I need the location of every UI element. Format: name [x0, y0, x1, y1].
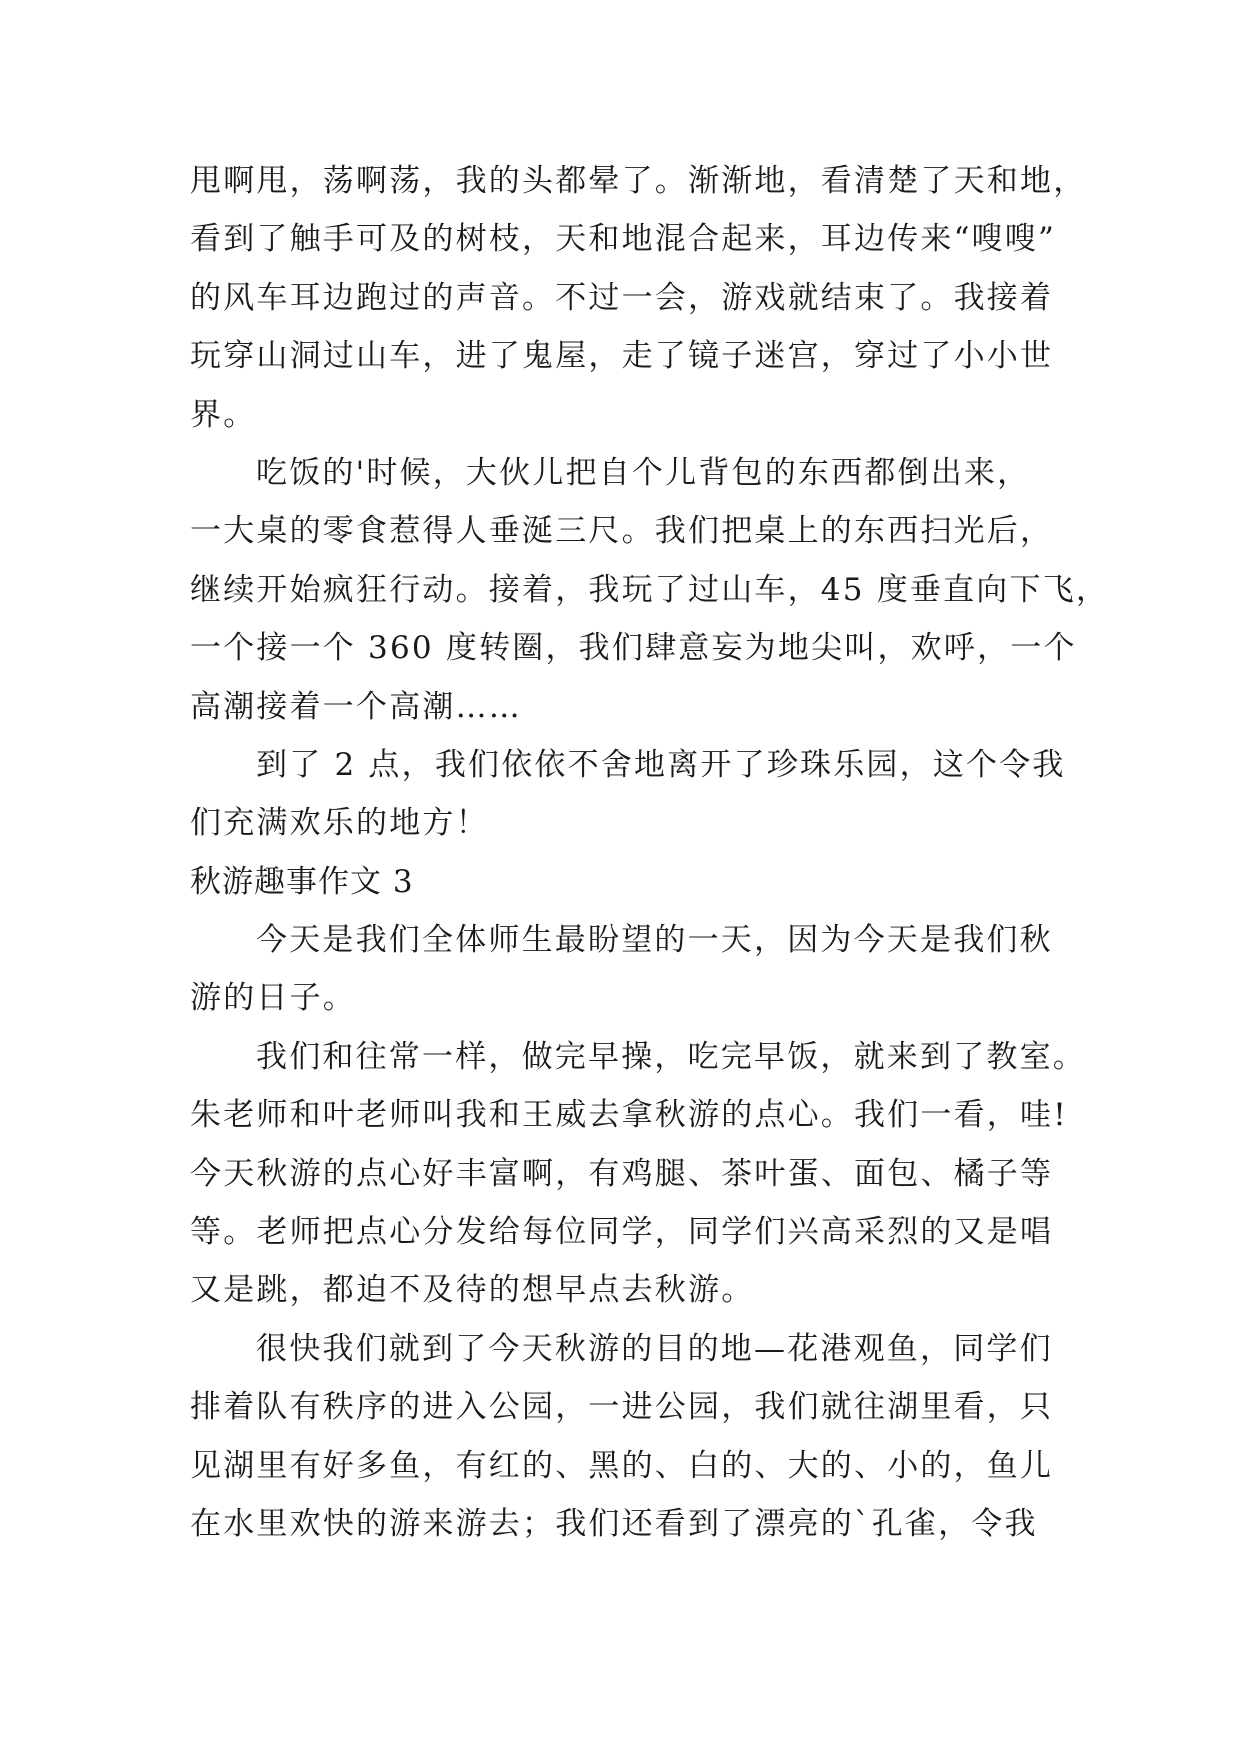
text-line: 继续开始疯狂行动。接着，我玩了过山车，45 度垂直向下飞， — [190, 571, 1110, 608]
text-line: 一个接一个 360 度转圈，我们肆意妄为地尖叫，欢呼，一个 — [190, 630, 1077, 667]
paragraph-3 — [190, 736, 1066, 853]
text-line: 见湖里有好多鱼，有红的、黑的、白的、大的、小的，鱼儿 — [190, 1447, 1054, 1484]
text-line: 很快我们就到了今天秋游的目的地—花港观鱼，同学们 — [256, 1330, 1053, 1367]
text-line: 等。老师把点心分发给每位同学，同学们兴高采烈的又是唱 — [190, 1214, 1054, 1251]
text-line: 界。 — [190, 396, 257, 433]
text-line: 甩啊甩，荡啊荡，我的头都晕了。渐渐地，看清楚了天和地， — [190, 163, 1087, 199]
text-line: 到了 2 点，我们依依不舍地离开了珍珠乐园，这个令我 — [256, 746, 1066, 783]
paragraph-1 — [190, 152, 1087, 444]
text-line: 高潮接着一个高潮…… — [190, 688, 522, 725]
text-line: 在水里欢快的游来游去；我们还看到了漂亮的`孔雀，令我 — [190, 1505, 1038, 1542]
text-line: 排着队有秩序的进入公园，一进公园，我们就往湖里看，只 — [190, 1389, 1054, 1426]
section-title: 秋游趣事作文 3 — [190, 863, 414, 900]
text-line: 吃饭的'时候，大伙儿把自个儿背包的东西都倒出来， — [256, 454, 1031, 491]
text-line: 今天秋游的点心好丰富啊，有鸡腿、茶叶蛋、面包、橘子等 — [190, 1155, 1054, 1192]
paragraph-2 — [190, 444, 1110, 736]
text-line: 一大桌的零食惹得人垂涎三尺。我们把桌上的东西扫光后， — [190, 513, 1054, 550]
document-body — [190, 152, 1110, 1553]
text-line: 们充满欢乐的地方！ — [190, 805, 489, 842]
text-line: 今天是我们全体师生最盼望的一天，因为今天是我们秋 — [256, 922, 1053, 959]
text-line: 玩穿山洞过山车，进了鬼屋，走了镜子迷宫，穿过了小小世 — [190, 338, 1054, 375]
paragraph-6 — [190, 1320, 1060, 1554]
paragraph-4 — [190, 911, 1060, 1028]
text-line: 朱老师和叶老师叫我和王威去拿秋游的点心。我们一看，哇! — [190, 1097, 1068, 1134]
text-line: 游的日子。 — [190, 980, 356, 1017]
text-line: 我们和往常一样，做完早操，吃完早饭，就来到了教室。 — [256, 1038, 1086, 1075]
text-line: 看到了触手可及的树枝，天和地混合起来，耳边传来“嗖嗖” — [190, 221, 1057, 258]
text-line: 的风车耳边跑过的声音。不过一会，游戏就结束了。我接着 — [190, 279, 1054, 316]
text-line: 又是跳，都迫不及待的想早点去秋游。 — [190, 1272, 755, 1309]
paragraph-5 — [190, 1028, 1086, 1320]
